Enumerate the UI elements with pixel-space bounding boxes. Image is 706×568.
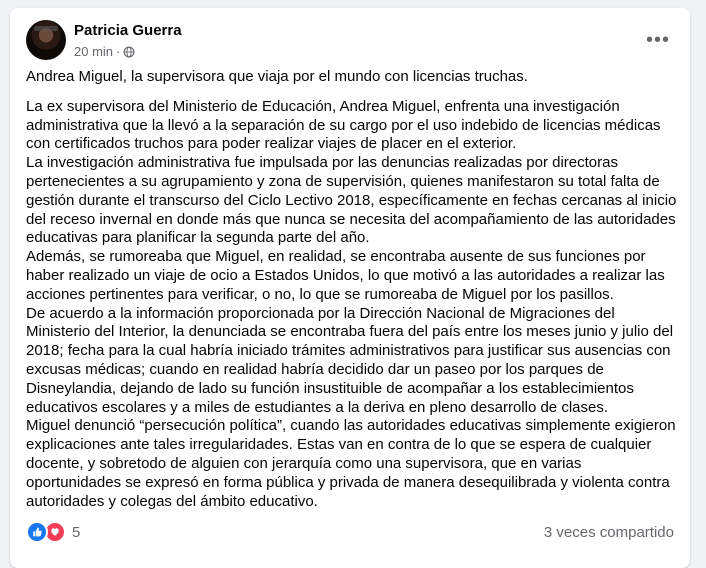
post-text-line: La ex supervisora del Ministerio de Educación, Andrea Miguel, enfrenta una investigación xyxy=(26,97,620,115)
post-text-line: excusas médicas; cuando en realidad habría decidido dar un paseo por los parques de xyxy=(26,360,604,378)
post-text-line: 2018; fecha para la cual habría iniciado trámites administrativos para justificar sus ausencias con xyxy=(26,342,671,360)
post-text-line: administrativa que la llevó a la separación de su cargo por el uso indebido de licencias médicas xyxy=(26,116,661,134)
post-text-line: oportunidades se expresó en forma pública y privada de manera desequilibrada y violenta contra xyxy=(26,473,670,491)
post-headline: Andrea Miguel, la supervisora que viaja por el mundo con licencias truchas. xyxy=(26,68,528,85)
post-timestamp[interactable]: 20 min xyxy=(74,44,114,59)
post-footer xyxy=(26,520,674,544)
like-icon xyxy=(26,521,48,543)
more-options-icon[interactable]: ••• xyxy=(645,28,670,51)
post-text-line: Ministerio del Interior, la denunciada se encontraba fuera del país entre los meses junio y julio del xyxy=(26,323,674,341)
post-text-line: educativos escolares y a miles de estudiantes a la deriva en pleno desarrollo de clases. xyxy=(26,398,608,416)
reaction-count: 5 xyxy=(72,523,81,541)
post-text-line: docente, y sobretodo de alguien con jerarquía como una supervisora, que en varias xyxy=(26,454,582,472)
post-text-line: autoridades y colegas del ámbito educativo. xyxy=(26,492,318,510)
post-text-line: Miguel denunció “persecución política”, cuando las autoridades educativas simplemente exigieron xyxy=(26,417,676,435)
author-name[interactable]: Patricia Guerra xyxy=(74,22,182,39)
post-text-line: del receso invernal en donde más que nunca se necesita del acompañamiento de las autoridades xyxy=(26,210,676,228)
post-text-line: pertenecientes a su agrupamiento y zona de supervisión, quienes manifestaron su total falta de xyxy=(26,172,660,190)
shares-count[interactable]: 3 veces compartido xyxy=(543,523,674,541)
post-text-line: De acuerdo a la información proporcionada por la Dirección Nacional de Migraciones del xyxy=(26,304,615,322)
post-text-line: con certificados truchos para poder realizar viajes de placer en el exterior. xyxy=(26,135,517,153)
globe-icon[interactable] xyxy=(123,46,135,58)
post-meta xyxy=(74,44,135,59)
post-text-line: Además, se rumoreaba que Miguel, en realidad, se encontraba ausente de sus funciones por xyxy=(26,248,646,266)
post-body xyxy=(26,68,678,511)
post-text-line: acciones pertinentes para verificar, o no, lo que se rumoreaba de Miguel por los pasillos. xyxy=(26,285,614,303)
post-text-line: La investigación administrativa fue impulsada por las denuncias realizadas por directoras xyxy=(26,154,618,172)
author-avatar[interactable] xyxy=(26,20,66,60)
meta-separator: · xyxy=(116,44,121,59)
post-text-line: Disneylandia, dejando de lado su función insustituible de acompañar a los establecimientos xyxy=(26,379,634,397)
post-text-line: haber realizado un viaje de ocio a Estados Unidos, lo que motivó a las autoridades a realizar las xyxy=(26,266,665,284)
post-header xyxy=(26,20,674,64)
post-paragraphs xyxy=(26,98,678,512)
post-text-line: explicaciones ante tales irregularidades. Estas van en contra de lo que se espera de cualquier xyxy=(26,436,652,454)
reactions-summary[interactable] xyxy=(26,521,80,543)
post-card xyxy=(10,8,690,568)
post-text-line: educativas para planificar la segunda parte del año. xyxy=(26,229,370,247)
post-text-line: gestión durante el transcurso del Ciclo Lectivo 2018, específicamente en fechas cercanas al inicio xyxy=(26,191,677,209)
